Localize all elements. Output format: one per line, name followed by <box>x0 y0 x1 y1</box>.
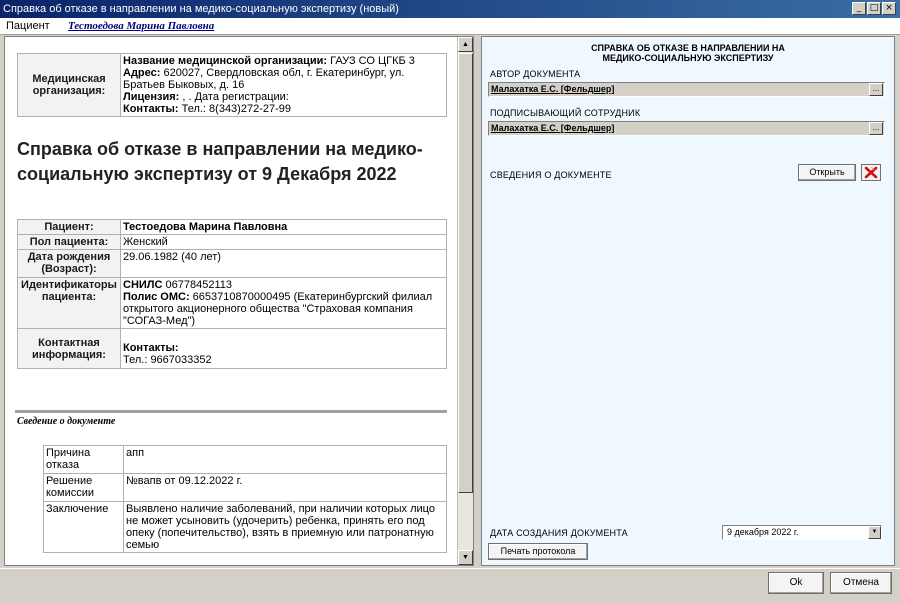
window-titlebar <box>0 0 900 18</box>
author-label: АВТОР ДОКУМЕНТА <box>490 69 581 79</box>
oms-label: Полис ОМС: <box>123 291 190 303</box>
org-license-value: , . Дата регистрации: <box>179 91 289 103</box>
contact-contacts-label: Контакты: <box>123 342 179 354</box>
author-select-button[interactable]: ... <box>869 83 883 96</box>
form-header: СПРАВКА ОБ ОТКАЗЕ В НАПРАВЛЕНИИ НА МЕДИКО-СОЦИАЛЬНУЮ ЭКСПЕРТИЗУ <box>591 43 785 63</box>
gender-value: Женский <box>121 235 447 250</box>
patient-key: Пациент: <box>18 220 121 235</box>
author-value: Малахатка Е.С. [Фельдшер] <box>491 84 615 94</box>
ok-button[interactable]: Ok <box>768 572 824 594</box>
document-title: Справка об отказе в направлении на медико-социальную экспертизу от 9 Декабря 2022 <box>17 139 423 184</box>
org-contacts-label: Контакты: <box>123 103 179 115</box>
snils-label: СНИЛС <box>123 279 163 291</box>
detail-key-conclusion: Заключение <box>44 502 124 553</box>
ids-key: Идентификаторы пациента: <box>18 278 121 329</box>
org-name-value: ГАУЗ СО ЦГКБ 3 <box>327 55 415 67</box>
date-value: 9 декабря 2022 г. <box>727 527 799 537</box>
print-button[interactable]: Печать протокола <box>488 543 588 560</box>
dob-key: Дата рождения (Возраст): <box>18 250 121 278</box>
maximize-icon[interactable]: □ <box>867 2 881 15</box>
author-field[interactable] <box>488 82 885 97</box>
snils-value: 06778452113 <box>162 279 233 291</box>
doc-info-label: СВЕДЕНИЯ О ДОКУМЕНТЕ <box>490 170 612 180</box>
patient-bar <box>0 18 900 35</box>
document-preview <box>4 36 474 566</box>
section-divider <box>15 410 447 413</box>
document-scrollbar[interactable] <box>457 37 473 565</box>
delete-button[interactable] <box>861 164 881 181</box>
chevron-down-icon[interactable]: ▼ <box>868 526 881 539</box>
organization-table <box>17 53 447 117</box>
detail-value-conclusion: Выявлено наличие заболеваний, при наличии которых лицо не может усыновить (удочерить) ребенка, принять его под опеку (попечительство), взять в приемную или патронатную семью <box>124 502 447 553</box>
signer-select-button[interactable]: ... <box>869 122 883 135</box>
close-icon[interactable]: × <box>882 2 896 15</box>
org-key: Медицинская организация: <box>18 54 121 117</box>
window-title: Справка об отказе в направлении на медико-социальную экспертизу (новый) <box>3 3 399 15</box>
signer-label: ПОДПИСЫВАЮЩИЙ СОТРУДНИК <box>490 108 641 118</box>
gender-key: Пол пациента: <box>18 235 121 250</box>
org-address-value: 620027, Свердловская обл, г. Екатеринбург, ул. Братьев Быковых, д. 16 <box>123 67 405 91</box>
org-contacts-value: Тел.: 8(343)272-27-99 <box>178 103 291 115</box>
oms-value: 6653710870000495 (Екатеринбургский филиал открытого акционерного общества "Страховая компания "СОГАЗ-Мед") <box>123 291 433 327</box>
signer-value: Малахатка Е.С. [Фельдшер] <box>491 123 615 133</box>
scroll-thumb[interactable] <box>458 53 473 493</box>
section-title: Сведение о документе <box>17 416 116 427</box>
minimize-icon[interactable]: _ <box>852 2 866 15</box>
footer-bar <box>0 568 900 603</box>
date-select[interactable] <box>722 525 882 540</box>
contact-key: Контактная информация: <box>18 329 121 369</box>
form-pane <box>481 36 895 566</box>
detail-value-decision: №вапв от 09.12.2022 г. <box>124 474 447 502</box>
patient-link[interactable]: Тестоедова Марина Павловна <box>68 20 215 32</box>
contact-value <box>121 329 447 369</box>
scroll-down-icon[interactable]: ▼ <box>458 550 473 565</box>
detail-key-reason: Причина отказа <box>44 446 124 474</box>
patient-table <box>17 219 447 369</box>
org-name-label: Название медицинской организации: <box>123 55 328 67</box>
patient-value: Тестоедова Марина Павловна <box>121 220 447 235</box>
detail-value-reason: апп <box>124 446 447 474</box>
patient-label: Пациент <box>6 20 50 32</box>
org-license-label: Лицензия: <box>123 91 180 103</box>
red-x-icon <box>862 165 880 180</box>
detail-key-decision: Решение комиссии <box>44 474 124 502</box>
date-label: ДАТА СОЗДАНИЯ ДОКУМЕНТА <box>490 528 628 538</box>
ids-value <box>121 278 447 329</box>
scroll-up-icon[interactable]: ▲ <box>458 37 473 52</box>
dob-value: 29.06.1982 (40 лет) <box>121 250 447 278</box>
signer-field[interactable] <box>488 121 885 136</box>
org-details <box>121 54 447 117</box>
cancel-button[interactable]: Отмена <box>830 572 892 594</box>
contact-phone: Тел.: 9667033352 <box>123 354 212 366</box>
details-table <box>43 445 447 553</box>
org-address-label: Адрес: <box>123 67 161 79</box>
open-button[interactable]: Открыть <box>798 164 856 181</box>
